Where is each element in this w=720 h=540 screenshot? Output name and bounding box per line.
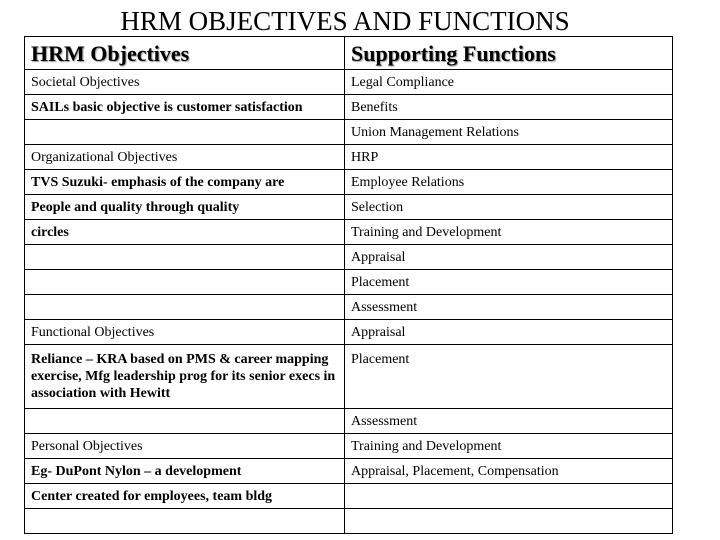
header-hrm-objectives: HRM Objectives [25, 37, 345, 70]
function-cell: Union Management Relations [345, 120, 673, 145]
table-row [25, 170, 673, 195]
function-cell: Appraisal, Placement, Compensation [345, 459, 673, 484]
function-cell: Assessment [345, 409, 673, 434]
function-cell [345, 509, 673, 534]
function-cell: Employee Relations [345, 170, 673, 195]
function-cell: Legal Compliance [345, 70, 673, 95]
table-row [25, 195, 673, 220]
table-row [25, 245, 673, 270]
function-cell: Appraisal [345, 320, 673, 345]
objective-cell: circles [25, 220, 345, 245]
table-row [25, 270, 673, 295]
function-cell: Assessment [345, 295, 673, 320]
function-cell: Benefits [345, 95, 673, 120]
function-cell: Training and Development [345, 220, 673, 245]
objective-cell [25, 270, 345, 295]
objective-cell: Center created for employees, team bldg [25, 484, 345, 509]
objective-cell [25, 120, 345, 145]
objectives-functions-table [24, 36, 673, 534]
table-row [25, 459, 673, 484]
function-cell: Placement [345, 270, 673, 295]
function-cell: Training and Development [345, 434, 673, 459]
table-row [25, 320, 673, 345]
function-cell: Placement [345, 345, 673, 409]
table-row [25, 70, 673, 95]
page-title: HRM OBJECTIVES AND FUNCTIONS [120, 6, 570, 36]
objective-cell: Personal Objectives [25, 434, 345, 459]
objective-cell: Organizational Objectives [25, 145, 345, 170]
objective-cell [25, 409, 345, 434]
table-row [25, 295, 673, 320]
table-row [25, 509, 673, 534]
objective-cell: People and quality through quality [25, 195, 345, 220]
function-cell: Selection [345, 195, 673, 220]
objective-cell [25, 245, 345, 270]
objective-cell: SAILs basic objective is customer satisfaction [25, 95, 345, 120]
header-supporting-functions: Supporting Functions [345, 37, 673, 70]
objective-cell: Societal Objectives [25, 70, 345, 95]
function-cell [345, 484, 673, 509]
function-cell: Appraisal [345, 245, 673, 270]
table-row [25, 484, 673, 509]
table-row [25, 145, 673, 170]
objective-cell [25, 509, 345, 534]
table-header-row [25, 37, 673, 70]
table-row [25, 434, 673, 459]
table-row [25, 345, 673, 409]
table-row [25, 95, 673, 120]
objective-cell [25, 295, 345, 320]
table-row [25, 220, 673, 245]
table-row [25, 120, 673, 145]
objective-cell: Eg- DuPont Nylon – a development [25, 459, 345, 484]
objective-cell: Reliance – KRA based on PMS & career mapping exercise, Mfg leadership prog for its senior execs in association with Hewitt [25, 345, 345, 409]
objective-cell: Functional Objectives [25, 320, 345, 345]
objective-cell: TVS Suzuki- emphasis of the company are [25, 170, 345, 195]
function-cell: HRP [345, 145, 673, 170]
table-row [25, 409, 673, 434]
